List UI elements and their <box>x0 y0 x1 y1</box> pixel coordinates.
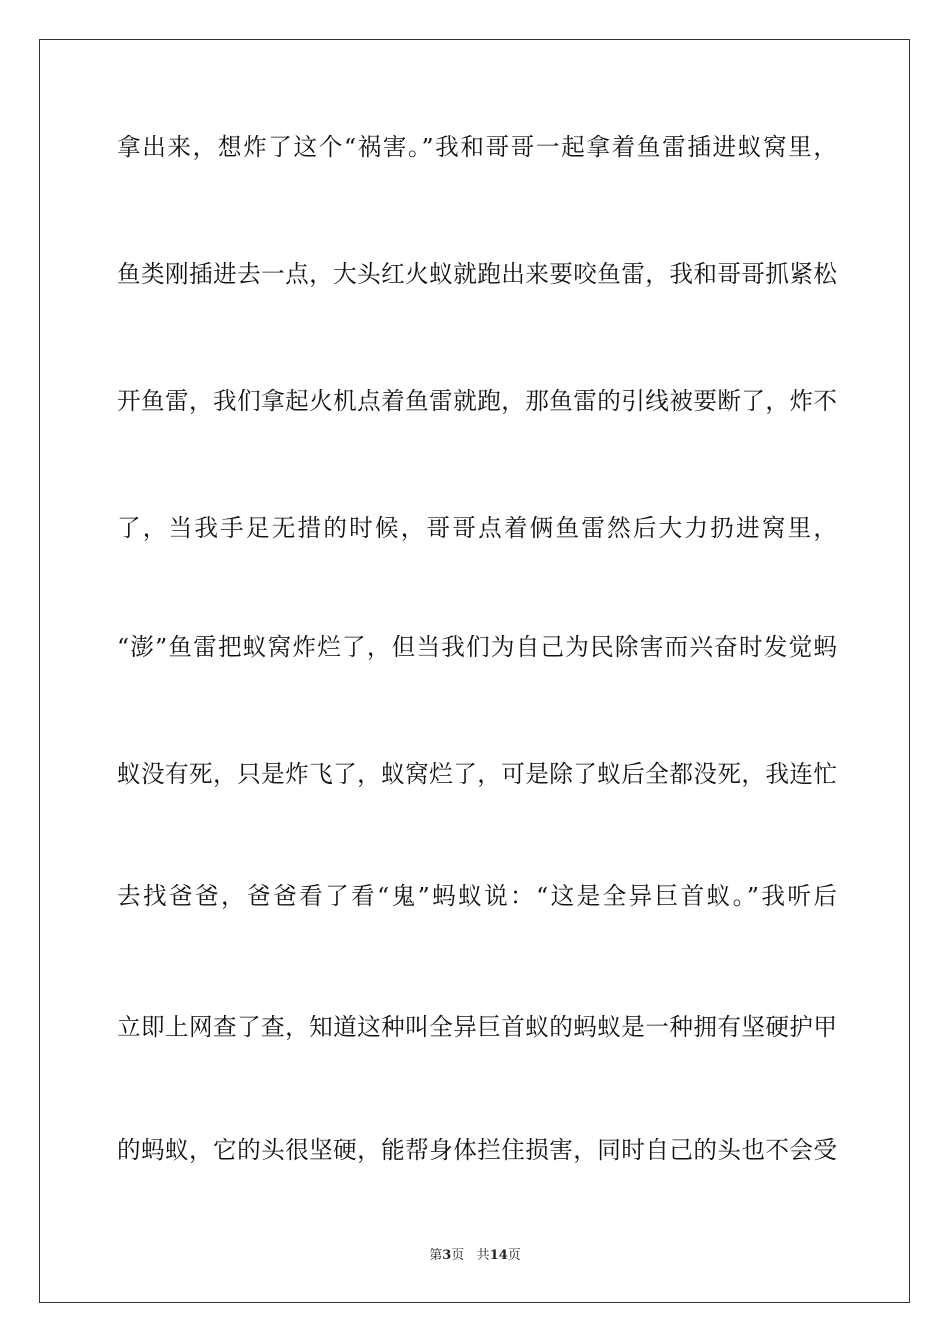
text-line-5: “澎”鱼雷把蚁窝炸烂了，但当我们为自己为民除害而兴奋时发觉蚂 <box>117 633 837 661</box>
text-line-1: 拿出来，想炸了这个“祸害。”我和哥哥一起拿着鱼雷插进蚁窝里， <box>117 133 837 161</box>
text-line-7: 去找爸爸，爸爸看了看“鬼”蚂蚁说：“这是全异巨首蚁。”我听后 <box>117 882 837 910</box>
footer-page-prefix: 第 <box>429 1248 443 1263</box>
text-line-9: 的蚂蚁，它的头很坚硬，能帮身体拦住损害，同时自己的头也不会受 <box>117 1136 837 1164</box>
footer-total-prefix: 共 <box>476 1248 490 1263</box>
text-line-8: 立即上网查了查，知道这种叫全异巨首蚁的蚂蚁是一种拥有坚硬护甲 <box>117 1013 837 1041</box>
footer-total-suffix: 页 <box>507 1248 521 1263</box>
text-line-4: 了，当我手足无措的时候，哥哥点着俩鱼雷然后大力扔进窝里， <box>117 514 837 542</box>
page-footer <box>0 1247 950 1265</box>
page-border <box>39 39 910 1303</box>
footer-page-number: 3 <box>442 1248 452 1263</box>
footer-total-number: 14 <box>489 1248 508 1263</box>
text-line-3: 开鱼雷，我们拿起火机点着鱼雷就跑，那鱼雷的引线被要断了，炸不 <box>117 387 837 415</box>
text-line-2: 鱼类刚插进去一点，大头红火蚁就跑出来要咬鱼雷，我和哥哥抓紧松 <box>117 260 837 288</box>
text-line-6: 蚁没有死，只是炸飞了，蚁窝烂了，可是除了蚁后全都没死，我连忙 <box>117 760 837 788</box>
footer-page-suffix: 页 <box>451 1248 465 1263</box>
